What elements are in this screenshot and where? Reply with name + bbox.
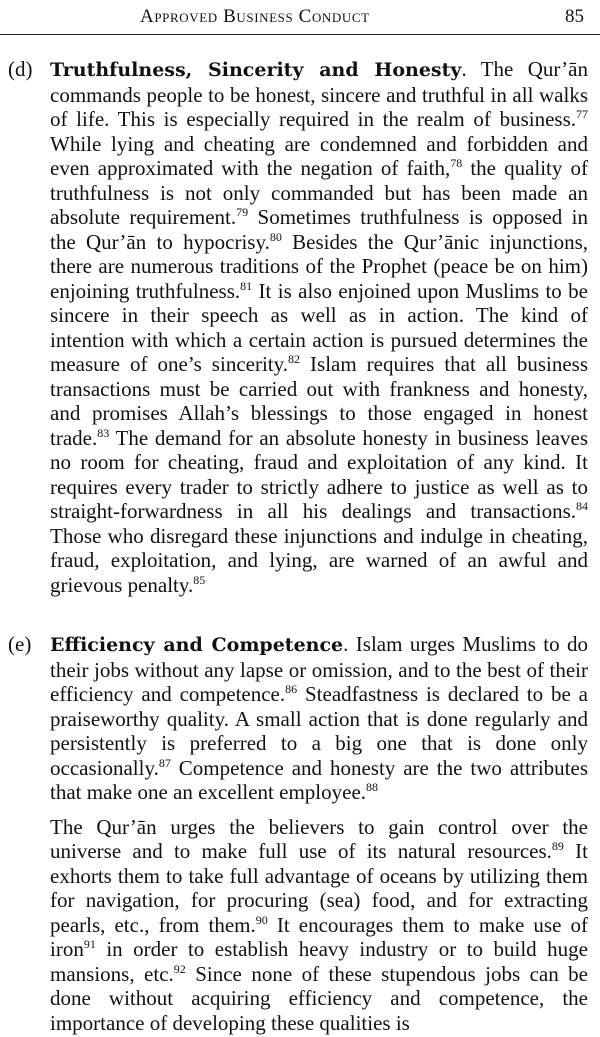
header-rule: [0, 34, 600, 35]
footnote-ref: 92: [173, 961, 186, 976]
text-run: Steadfastness is declared to be a praiseworthy quality. A small action that is done regularly and persistently is preferred to a big one that is done only occasionally.: [50, 682, 588, 780]
item-marker: (d): [8, 57, 33, 81]
footnote-ref: 83: [97, 425, 110, 440]
text-run: the quality of truthfulness is not only commanded but has been made an absolute requirement.: [50, 156, 588, 229]
item-term: Truthfulness, Sincerity and Honesty: [50, 59, 462, 81]
footnote-ref: 91: [83, 937, 96, 951]
running-title: Approved Business Conduct: [140, 6, 370, 27]
item-marker: (e): [8, 632, 32, 656]
footnote-ref: 78: [450, 156, 463, 170]
footnote-ref: 87: [158, 755, 171, 770]
footnote-ref: 84: [576, 499, 588, 513]
item-term: Efficiency and Competence: [50, 634, 344, 656]
text-run: It exhorts them to take full advantage of oceans by utilizing them for navigation, for procuring (sea) food, and for extracting pearls, etc., from them.: [50, 839, 588, 937]
body-paragraph: [50, 632, 588, 805]
text-run: Islam requires that all business transactions must be carried out with frankness and honesty, and promises Allah’s blessings to those engaged in honest trade.: [50, 352, 588, 450]
body-paragraph: [50, 815, 588, 1036]
footnote-ref: 81: [240, 278, 253, 293]
footnote-ref: 88: [366, 780, 379, 794]
text-run: It is also enjoined upon Muslims to be sincere in their speech as well as in action. The kind of intention with which a certain action is pursued determines the measure of one’s sincerity.: [50, 278, 588, 376]
page-number: 85: [565, 6, 584, 27]
item-body: [50, 57, 588, 597]
text-run: . The Qur’ān commands people to be honest, sincere and truthful in all walks of life. This is especially required in the realm of business.: [50, 57, 588, 131]
text-run: While lying and cheating are condemned and forbidden and even approximated with the negation of faith,: [50, 131, 588, 180]
text-run: . Islam urges Muslims to do their jobs without any lapse or omission, and to the best of their efficiency and competence.: [50, 632, 588, 706]
item-body: [50, 632, 588, 1035]
footnote-ref: 79: [236, 205, 249, 219]
text-run: Those who disregard these injunctions and indulge in cheating, fraud, exploitation, and lying, are warned of an awful and grievous penalty.: [50, 523, 588, 597]
running-head: [0, 4, 600, 30]
text-run: Competence and honesty are the two attributes that make one an excellent employee.: [50, 755, 588, 804]
text-run: It encourages them to make use of iron: [50, 912, 588, 961]
text-run: Besides the Qur’ānic injunctions, there are numerous traditions of the Prophet (peace be on him) enjoining truthfulness.: [50, 229, 588, 303]
footnote-ref: 82: [288, 352, 301, 366]
text-run: Since none of these stupendous jobs can be done without acquiring efficiency and competence, the importance of developing these qualities is: [50, 961, 588, 1035]
footnote-ref: 77: [576, 107, 588, 121]
footnote-ref: 85: [193, 572, 206, 587]
footnote-ref: 86: [285, 682, 298, 696]
text-run: in order to establish heavy industry or to build huge mansions, etc.: [50, 937, 588, 986]
footnote-ref: 89: [551, 839, 564, 853]
footnote-ref: 90: [255, 912, 268, 927]
footnote-ref: 80: [269, 229, 282, 244]
body-paragraph: [50, 57, 588, 597]
text-run: The Qur’ān urges the believers to gain control over the universe and to make full use of its natural resources.: [50, 814, 588, 863]
text-run: Sometimes truthfulness is opposed in the Qur’ān to hypocrisy.: [50, 205, 589, 254]
text-run: The demand for an absolute honesty in business leaves no room for cheating, fraud and exploitation of any kind. It requires every trader to strictly adhere to justice as well as to straight-forwardness in all his dealings and transactions.: [50, 425, 588, 523]
